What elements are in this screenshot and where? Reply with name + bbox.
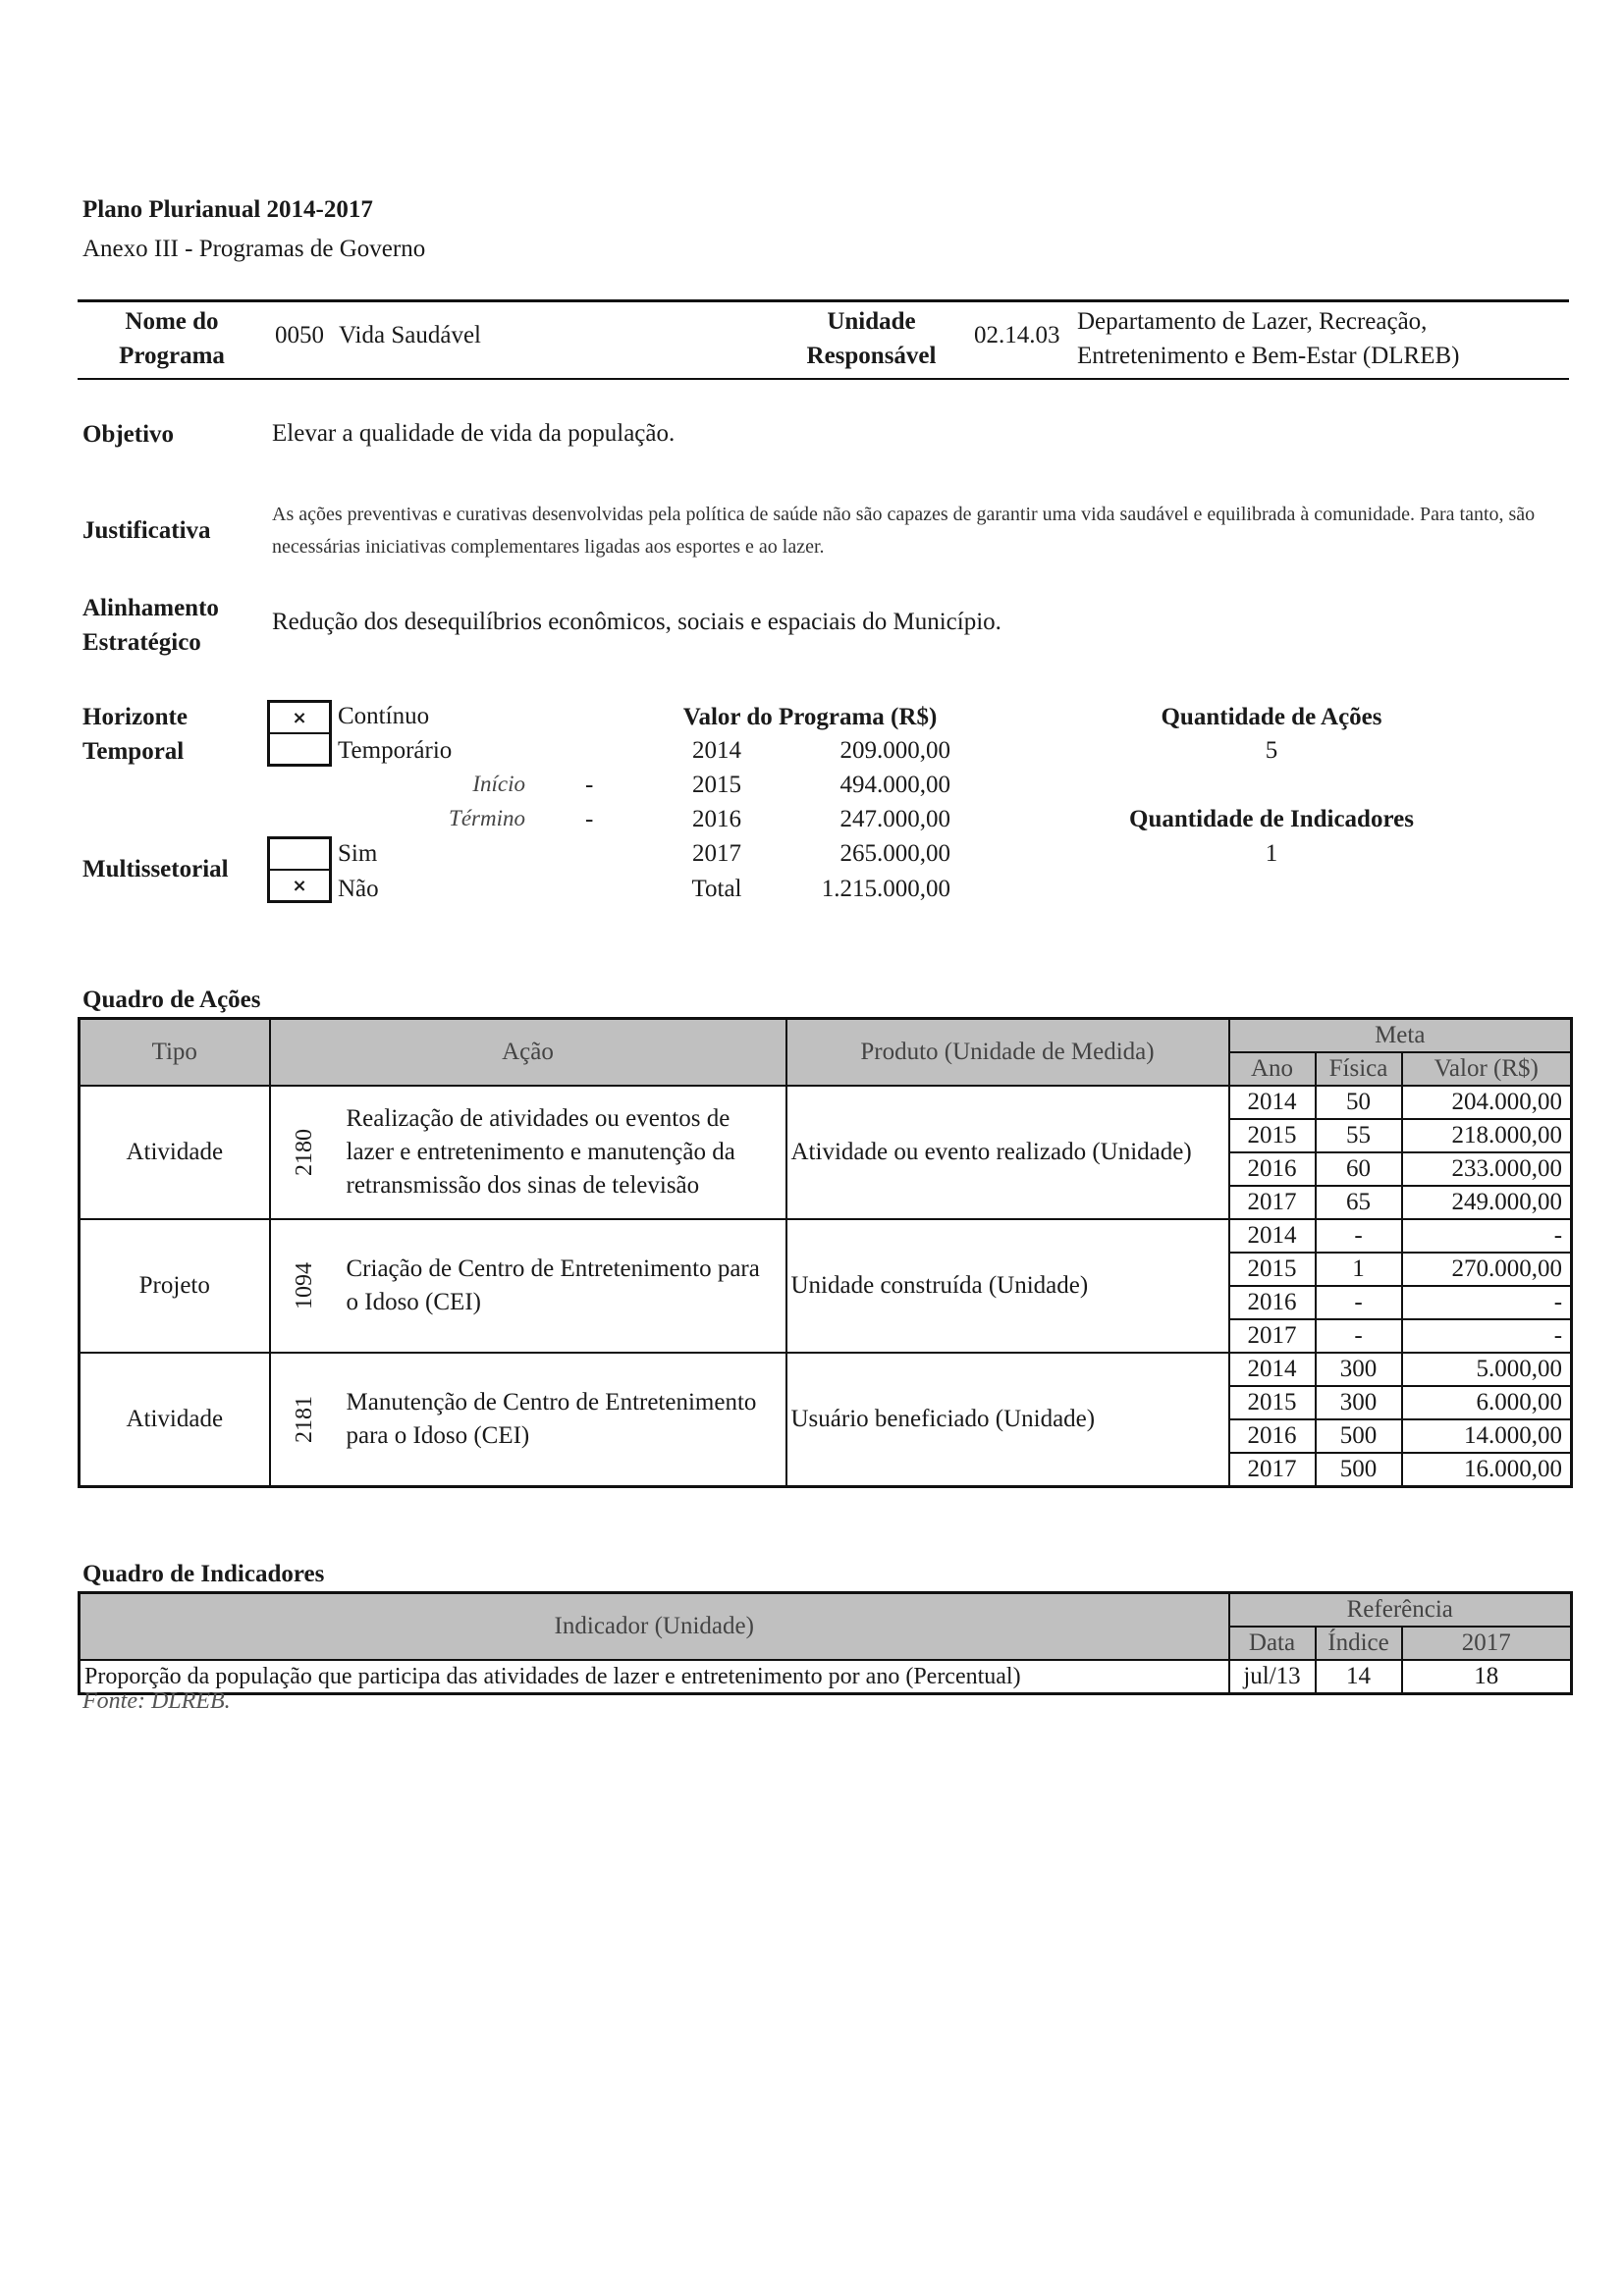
alinhamento-text: Redução dos desequilíbrios econômicos, sociais e espaciais do Município. — [272, 609, 1001, 635]
header-tipo: Tipo — [80, 1019, 270, 1087]
header-fisica: Física — [1316, 1052, 1402, 1086]
indicator-index: 14 — [1316, 1660, 1402, 1694]
meta-ano: 2016 — [1229, 1286, 1316, 1319]
meta-fisica: - — [1316, 1319, 1402, 1353]
meta-ano: 2017 — [1229, 1186, 1316, 1219]
termino-value: - — [585, 806, 594, 832]
program-name-label: Nome do Programa — [119, 308, 225, 369]
meta-ano: 2017 — [1229, 1319, 1316, 1353]
nao-checkbox[interactable] — [267, 870, 332, 903]
indicators-table — [78, 1591, 1573, 1695]
responsible-unit-name: Departamento de Lazer, Recreação, Entretenimento e Bem-Estar (DLREB) — [1077, 308, 1460, 369]
sim-label: Sim — [338, 840, 378, 867]
quadro-indicadores-title: Quadro de Indicadores — [82, 1561, 325, 1587]
meta-valor: 233.000,00 — [1402, 1152, 1572, 1186]
meta-ano: 2016 — [1229, 1419, 1316, 1453]
fonte-note: Fonte: DLREB. — [82, 1688, 231, 1714]
header-valor: Valor (R$) — [1402, 1052, 1572, 1086]
valor-amount: 209.000,00 — [839, 737, 950, 764]
inicio-label: Início — [472, 772, 525, 796]
valor-amount: 247.000,00 — [839, 806, 950, 832]
header-referencia: Referência — [1229, 1593, 1572, 1628]
document-subtitle: Anexo III - Programas de Governo — [82, 236, 426, 262]
valor-year: 2015 — [692, 772, 741, 798]
meta-fisica: 500 — [1316, 1453, 1402, 1487]
action-code: 2180 — [292, 1129, 317, 1176]
horizonte-label: Horizonte Temporal — [82, 704, 188, 765]
header-produto: Produto (Unidade de Medida) — [786, 1019, 1229, 1087]
meta-valor: 218.000,00 — [1402, 1119, 1572, 1152]
valor-year: 2014 — [692, 737, 741, 764]
action-type: Atividade — [80, 1086, 270, 1219]
meta-valor: 6.000,00 — [1402, 1386, 1572, 1419]
table-row — [80, 1353, 1572, 1386]
table-row — [80, 1086, 1572, 1119]
valor-programa-label: Valor do Programa (R$) — [682, 704, 938, 730]
action-description: Manutenção de Centro de Entretenimento para o Idoso (CEI) — [339, 1353, 786, 1487]
indicator-name: Proporção da população que participa das atividades de lazer e entretenimento por ano (Percentual) — [80, 1660, 1229, 1694]
meta-valor: - — [1402, 1319, 1572, 1353]
meta-fisica: 50 — [1316, 1086, 1402, 1119]
meta-ano: 2015 — [1229, 1386, 1316, 1419]
meta-fisica: 60 — [1316, 1152, 1402, 1186]
meta-valor: - — [1402, 1286, 1572, 1319]
table-row — [80, 1219, 1572, 1253]
action-product: Atividade ou evento realizado (Unidade) — [786, 1086, 1229, 1219]
program-band-top-rule — [78, 299, 1569, 302]
meta-ano: 2014 — [1229, 1219, 1316, 1253]
responsible-unit-code: 02.14.03 — [974, 322, 1060, 348]
responsible-unit-label: Unidade Responsável — [806, 308, 937, 369]
sim-checkbox[interactable] — [267, 836, 332, 870]
meta-fisica: 1 — [1316, 1253, 1402, 1286]
meta-valor: 249.000,00 — [1402, 1186, 1572, 1219]
meta-ano: 2014 — [1229, 1353, 1316, 1386]
action-code: 2181 — [292, 1396, 317, 1443]
valor-amount: 494.000,00 — [839, 772, 950, 798]
meta-valor: 204.000,00 — [1402, 1086, 1572, 1119]
actions-table — [78, 1017, 1573, 1488]
meta-ano: 2016 — [1229, 1152, 1316, 1186]
objetivo-text: Elevar a qualidade de vida da população. — [272, 420, 676, 447]
meta-valor: 5.000,00 — [1402, 1353, 1572, 1386]
meta-fisica: 65 — [1316, 1186, 1402, 1219]
indicator-target: 18 — [1402, 1660, 1572, 1694]
justificativa-label: Justificativa — [82, 517, 211, 544]
action-code: 1094 — [292, 1262, 317, 1309]
valor-year: Total — [691, 876, 742, 902]
program-name: Vida Saudável — [339, 322, 481, 348]
header-ano: Ano — [1229, 1052, 1316, 1086]
meta-ano: 2015 — [1229, 1253, 1316, 1286]
continuo-label: Contínuo — [338, 703, 430, 729]
meta-fisica: 500 — [1316, 1419, 1402, 1453]
nao-label: Não — [338, 876, 379, 902]
header-indice: Índice — [1316, 1627, 1402, 1660]
meta-valor: 14.000,00 — [1402, 1419, 1572, 1453]
action-product: Usuário beneficiado (Unidade) — [786, 1353, 1229, 1487]
header-ano-meta: 2017 — [1402, 1627, 1572, 1660]
action-code-cell — [270, 1086, 339, 1219]
meta-valor: 270.000,00 — [1402, 1253, 1572, 1286]
check-mark-icon — [270, 734, 329, 764]
temporario-label: Temporário — [338, 737, 453, 764]
meta-fisica: 55 — [1316, 1119, 1402, 1152]
valor-year: 2016 — [692, 806, 741, 832]
check-mark-icon: × — [292, 707, 307, 728]
check-mark-icon — [270, 839, 329, 869]
alinhamento-label: Alinhamento Estratégico — [82, 595, 219, 656]
program-code: 0050 — [275, 322, 324, 348]
header-data: Data — [1229, 1627, 1316, 1660]
action-description: Criação de Centro de Entretenimento para o Idoso (CEI) — [339, 1219, 786, 1353]
meta-fisica: - — [1316, 1286, 1402, 1319]
action-type: Projeto — [80, 1219, 270, 1353]
inicio-value: - — [585, 772, 594, 798]
meta-fisica: 300 — [1316, 1386, 1402, 1419]
action-type: Atividade — [80, 1353, 270, 1487]
indicator-date: jul/13 — [1229, 1660, 1316, 1694]
program-band-bottom-rule — [78, 378, 1569, 380]
meta-ano: 2014 — [1229, 1086, 1316, 1119]
valor-amount: 265.000,00 — [839, 840, 950, 867]
meta-ano: 2017 — [1229, 1453, 1316, 1487]
header-indicador: Indicador (Unidade) — [80, 1593, 1229, 1661]
valor-year: 2017 — [692, 840, 741, 867]
objetivo-label: Objetivo — [82, 421, 175, 448]
meta-ano: 2015 — [1229, 1119, 1316, 1152]
quantidade-acoes-value: 5 — [1265, 737, 1278, 764]
header-meta: Meta — [1229, 1019, 1572, 1053]
action-description: Realização de atividades ou eventos de lazer e entretenimento e manutenção da retransmissão dos sinas de televisão — [339, 1086, 786, 1219]
header-acao: Ação — [270, 1019, 786, 1087]
temporario-checkbox[interactable] — [267, 733, 332, 767]
document-title: Plano Plurianual 2014-2017 — [82, 196, 373, 223]
valor-amount: 1.215.000,00 — [821, 876, 950, 902]
quadro-acoes-title: Quadro de Ações — [82, 987, 261, 1013]
meta-valor: - — [1402, 1219, 1572, 1253]
justificativa-text: As ações preventivas e curativas desenvolvidas pela política de saúde não são capazes de garantir uma vida saudável e equilibrada à comunidade. Para tanto, são necessárias iniciativas complementares ligadas aos esportes e ao lazer. — [272, 504, 1536, 558]
termino-label: Término — [449, 806, 525, 830]
check-mark-icon: × — [292, 875, 307, 896]
action-code-cell — [270, 1353, 339, 1487]
meta-fisica: - — [1316, 1219, 1402, 1253]
action-code-cell — [270, 1219, 339, 1353]
multissetorial-label: Multissetorial — [82, 856, 229, 882]
quantidade-indicadores-label: Quantidade de Indicadores — [1129, 806, 1414, 832]
quantidade-acoes-label: Quantidade de Ações — [1161, 704, 1382, 730]
table-row — [80, 1660, 1572, 1694]
meta-valor: 16.000,00 — [1402, 1453, 1572, 1487]
continuo-checkbox[interactable] — [267, 700, 332, 733]
meta-fisica: 300 — [1316, 1353, 1402, 1386]
quantidade-indicadores-value: 1 — [1265, 840, 1278, 867]
action-product: Unidade construída (Unidade) — [786, 1219, 1229, 1353]
